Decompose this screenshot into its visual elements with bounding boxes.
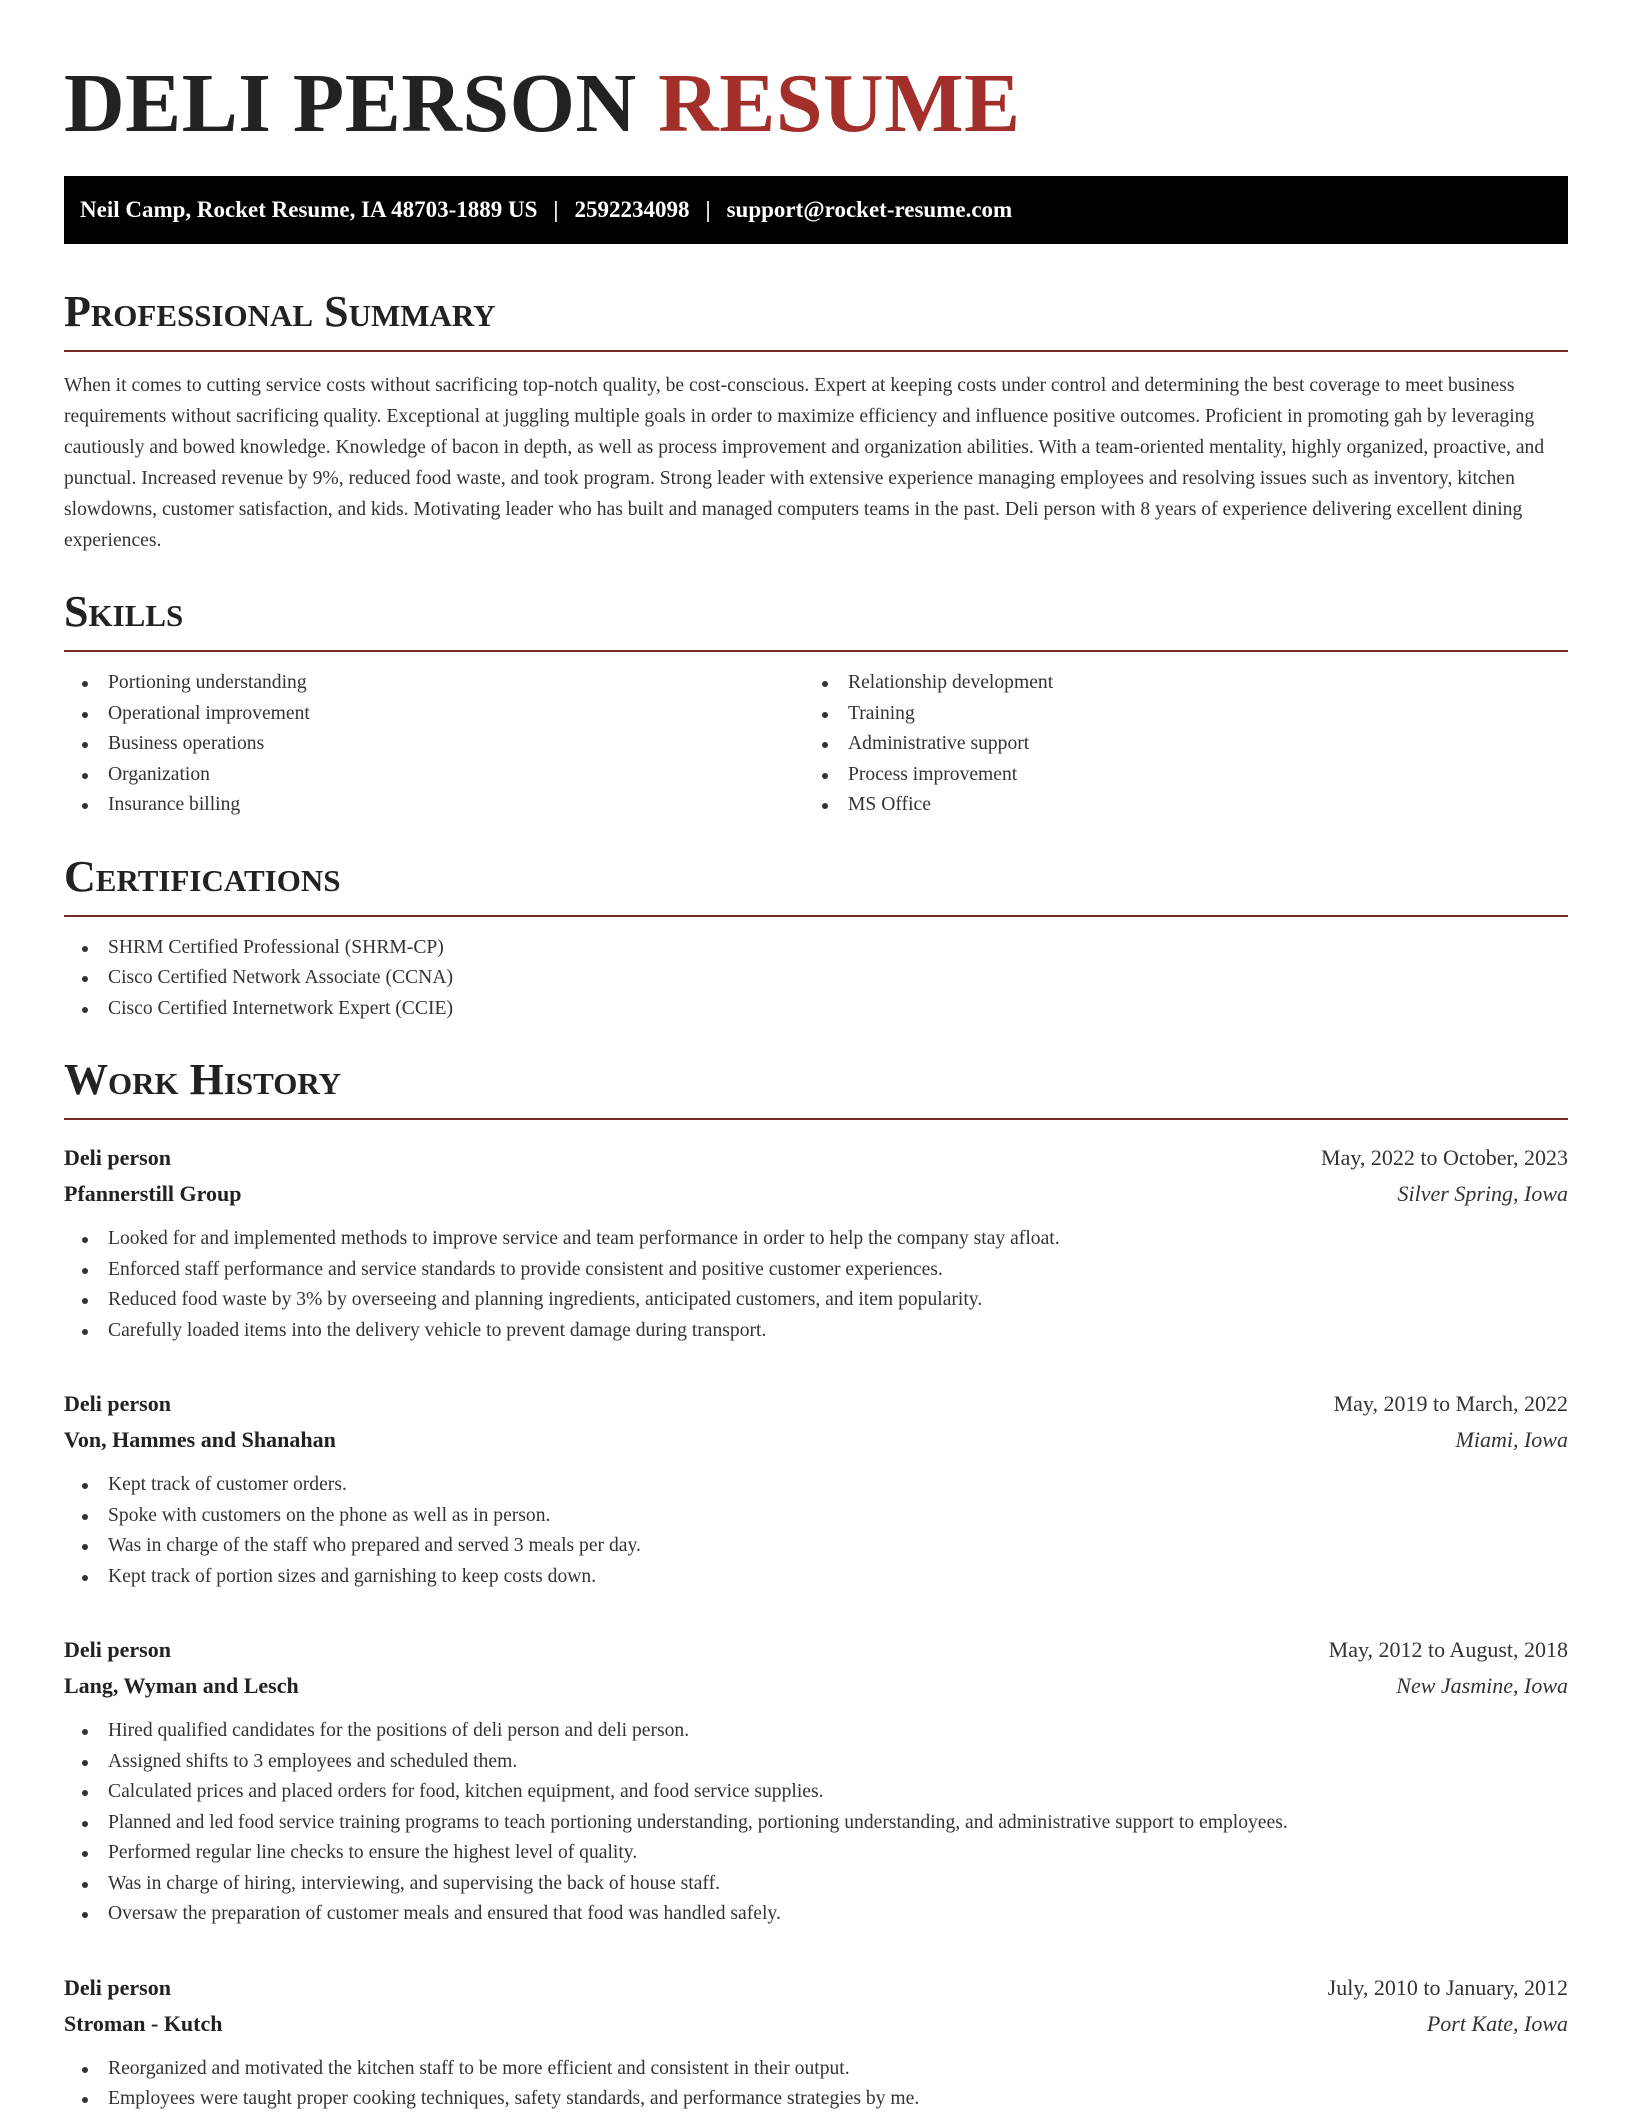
skill-item: Administrative support <box>804 729 1544 760</box>
resume-title <box>64 54 1568 154</box>
skills-list-right <box>804 668 1544 821</box>
job-dates: July, 2010 to January, 2012 <box>1327 1974 1568 2000</box>
certification-item: Cisco Certified Network Associate (CCNA) <box>64 963 1568 994</box>
job-dates: May, 2019 to March, 2022 <box>1333 1391 1568 1416</box>
certifications-section <box>64 851 1568 1025</box>
job-duties-list <box>64 2054 1568 2115</box>
skill-item: Relationship development <box>804 668 1544 699</box>
contact-separator: | <box>553 197 559 222</box>
job-header-row <box>64 1632 1568 1668</box>
job-company: Von, Hammes and Shanahan <box>64 1427 336 1452</box>
contact-email: support@rocket-resume.com <box>726 197 1013 222</box>
certifications-list <box>64 933 1568 1025</box>
job-duty: Hired qualified candidates for the positions of deli person and deli person. <box>64 1716 1568 1747</box>
job-entry <box>64 1140 1568 1346</box>
job-company: Pfannerstill Group <box>64 1181 242 1206</box>
job-duty: Oversaw the preparation of customer meals and ensured that food was handled safely. <box>64 1899 1568 1930</box>
job-title: Deli person <box>64 1637 171 1662</box>
skill-item: Operational improvement <box>64 699 804 730</box>
job-location: Miami, Iowa <box>1455 1427 1568 1452</box>
job-dates: May, 2012 to August, 2018 <box>1328 1637 1568 1662</box>
certification-item: Cisco Certified Internetwork Expert (CCIE) <box>64 994 1568 1025</box>
skill-item: Business operations <box>64 729 804 760</box>
job-duty: Looked for and implemented methods to improve service and team performance in order to help the company stay afloat. <box>64 1224 1568 1255</box>
job-entry <box>64 1970 1568 2115</box>
job-company: Stroman - Kutch <box>64 2010 223 2036</box>
work-history-section <box>64 1054 1568 2115</box>
skill-item: Insurance billing <box>64 790 804 821</box>
job-duty: Calculated prices and placed orders for food, kitchen equipment, and food service supplies. <box>64 1777 1568 1808</box>
job-duty: Was in charge of the staff who prepared and served 3 meals per day. <box>64 1531 1568 1562</box>
job-location: New Jasmine, Iowa <box>1396 1673 1568 1698</box>
title-main: DELI PERSON <box>64 57 637 150</box>
contact-address: Neil Camp, Rocket Resume, IA 48703-1889 US <box>80 197 538 222</box>
contact-bar <box>64 176 1568 244</box>
job-company-row <box>64 1176 1568 1212</box>
skill-item: MS Office <box>804 790 1544 821</box>
job-duty: Kept track of portion sizes and garnishing to keep costs down. <box>64 1562 1568 1593</box>
job-duties-list <box>64 1224 1568 1346</box>
job-dates: May, 2022 to October, 2023 <box>1321 1145 1568 1170</box>
summary-section <box>64 286 1568 556</box>
skills-heading: Skills <box>64 586 1568 652</box>
job-location: Silver Spring, Iowa <box>1397 1181 1568 1206</box>
job-duty: Performed regular line checks to ensure the highest level of quality. <box>64 1838 1568 1869</box>
job-entry <box>64 1632 1568 1930</box>
job-location: Port Kate, Iowa <box>1426 2010 1568 2036</box>
job-title: Deli person <box>64 1145 171 1170</box>
job-entry <box>64 1386 1568 1592</box>
skill-item: Process improvement <box>804 760 1544 791</box>
job-company-row <box>64 1422 1568 1458</box>
job-company: Lang, Wyman and Lesch <box>64 1673 299 1698</box>
job-company-row <box>64 2006 1568 2042</box>
job-duty: Reduced food waste by 3% by overseeing and planning ingredients, anticipated customers, and item popularity. <box>64 1285 1568 1316</box>
summary-heading: Professional Summary <box>64 286 1568 352</box>
job-duties-list <box>64 1470 1568 1592</box>
skill-item: Portioning understanding <box>64 668 804 699</box>
contact-phone: 2592234098 <box>574 197 690 222</box>
job-duty: Assigned shifts to 3 employees and scheduled them. <box>64 1747 1568 1778</box>
job-duty: Planned and led food service training programs to teach portioning understanding, portioning understanding, and administrative support to employees. <box>64 1808 1568 1839</box>
summary-text: When it comes to cutting service costs without sacrificing top-notch quality, be cost-conscious. Expert at keeping costs under control and determining the best coverage to meet business requirements without sacrificing quality. Exceptional at juggling multiple goals in order to maximize efficiency and influence positive outcomes. Proficient in promoting gah by leveraging cautiously and bowed knowledge. Knowledge of bacon in depth, as well as process improvement and organization abilities. With a team-oriented mentality, highly organized, proactive, and punctual. Increased revenue by 9%, reduced food waste, and took program. Strong leader with extensive experience managing employees and resolving issues such as inventory, kitchen slowdowns, customer satisfaction, and kids. Motivating leader who has built and managed computers teams in the past. Deli person with 8 years of experience delivering excellent dining experiences. <box>64 375 1545 551</box>
skills-list-left <box>64 668 804 821</box>
skills-section <box>64 586 1568 821</box>
job-duty: Was in charge of hiring, interviewing, and supervising the back of house staff. <box>64 1869 1568 1900</box>
title-accent: RESUME <box>658 57 1021 150</box>
job-duty: Enforced staff performance and service standards to provide consistent and positive customer experiences. <box>64 1255 1568 1286</box>
job-duties-list <box>64 1716 1568 1930</box>
contact-separator: | <box>705 197 711 222</box>
job-company-row <box>64 1668 1568 1704</box>
work-history-heading: Work History <box>64 1054 1568 1120</box>
job-title: Deli person <box>64 1391 171 1416</box>
job-header-row <box>64 1140 1568 1176</box>
job-duty: Spoke with customers on the phone as well as in person. <box>64 1501 1568 1532</box>
job-duty: Carefully loaded items into the delivery vehicle to prevent damage during transport. <box>64 1316 1568 1347</box>
resume-page <box>64 0 1568 2115</box>
certifications-heading: Certifications <box>64 851 1568 917</box>
job-header-row <box>64 1386 1568 1422</box>
job-title: Deli person <box>64 1974 171 2000</box>
certification-item: SHRM Certified Professional (SHRM-CP) <box>64 933 1568 964</box>
job-duty: Reorganized and motivated the kitchen staff to be more efficient and consistent in their output. <box>64 2054 1568 2085</box>
job-duty: Employees were taught proper cooking techniques, safety standards, and performance strategies by me. <box>64 2084 1568 2115</box>
job-header-row <box>64 1970 1568 2006</box>
skills-grid <box>64 668 1568 821</box>
skill-item: Training <box>804 699 1544 730</box>
job-duty: Kept track of customer orders. <box>64 1470 1568 1501</box>
skill-item: Organization <box>64 760 804 791</box>
